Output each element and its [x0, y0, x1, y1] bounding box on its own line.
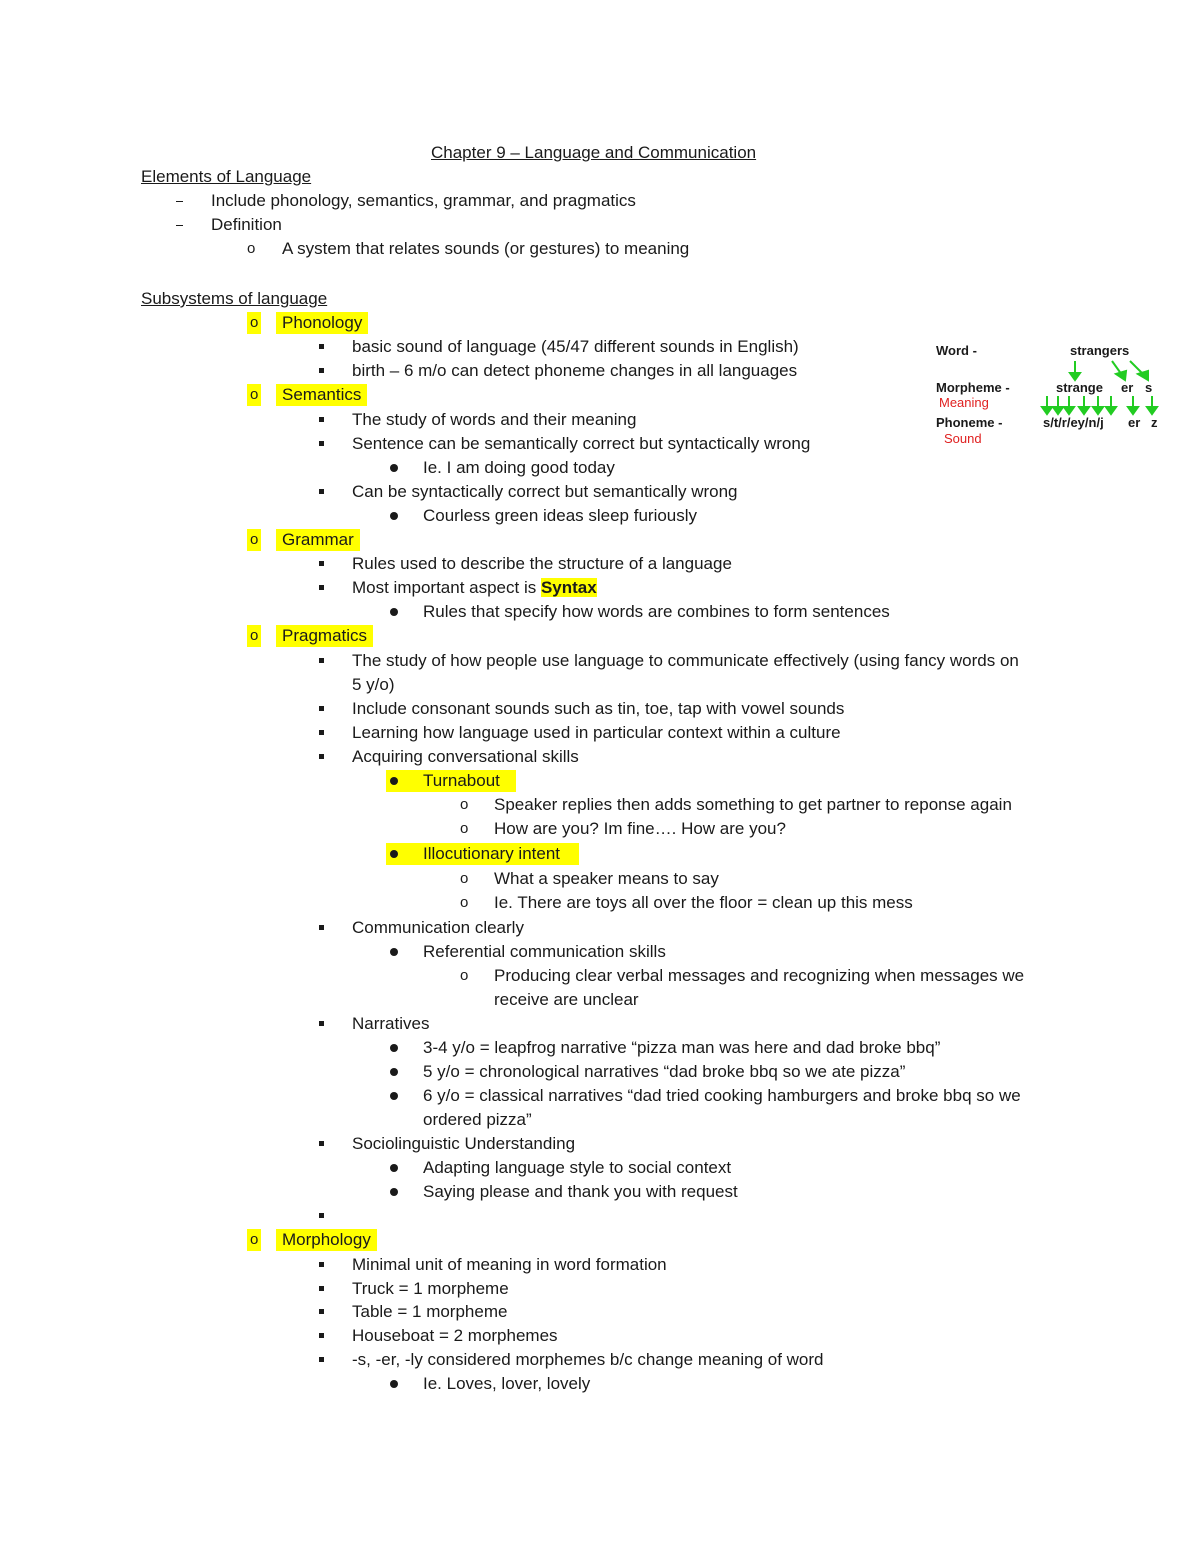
round-bullet [390, 1044, 398, 1052]
circle-bullet: o [460, 967, 469, 984]
list-item: Include consonant sounds such as tin, toe, tap with vowel sounds [352, 699, 845, 718]
round-bullet [390, 1092, 398, 1100]
round-bullet [390, 1188, 398, 1196]
list-item-continuation: ordered pizza” [423, 1110, 532, 1129]
square-bullet [319, 368, 324, 373]
list-item: Illocutionary intent [423, 844, 561, 863]
diagram-phoneme-value-1: s/t/r/ey/n/j [1043, 415, 1104, 430]
diagram-word-label: Word - [936, 343, 977, 358]
list-item-continuation: 5 y/o) [352, 675, 395, 694]
square-bullet [319, 441, 324, 446]
square-bullet [319, 658, 324, 663]
list-item-continuation: receive are unclear [494, 990, 639, 1009]
list-item [352, 577, 597, 599]
arrowhead [1106, 407, 1116, 414]
dash-bullet [176, 201, 183, 202]
list-item: Learning how language used in particular context within a culture [352, 723, 841, 742]
list-item: Speaker replies then adds something to get partner to reponse again [494, 795, 1012, 814]
list-item: Can be syntactically correct but semantically wrong [352, 482, 738, 501]
list-item: Producing clear verbal messages and recognizing when messages we [494, 966, 1025, 985]
round-bullet [390, 850, 398, 858]
arrowhead [1064, 407, 1074, 414]
arrowhead [1116, 371, 1126, 380]
section-heading-subsystems: Subsystems of language [141, 289, 328, 308]
circle-bullet: o [247, 312, 261, 334]
arrowhead [1128, 407, 1138, 414]
list-item: Houseboat = 2 morphemes [352, 1326, 558, 1345]
dash-bullet [176, 225, 183, 226]
square-bullet [319, 1357, 324, 1362]
list-item: What a speaker means to say [494, 869, 719, 888]
keyword-syntax: Syntax [540, 578, 597, 597]
round-bullet [390, 464, 398, 472]
list-item: Rules used to describe the structure of a language [352, 554, 732, 573]
diagram-morpheme-value-1: strange [1056, 380, 1103, 395]
list-item: Ie. Loves, lover, lovely [423, 1374, 591, 1393]
arrowhead [1093, 407, 1103, 414]
list-item: Communication clearly [352, 918, 524, 937]
arrowhead [1147, 407, 1157, 414]
diagram-morpheme-value-2: er [1121, 380, 1134, 395]
list-item: Acquiring conversational skills [352, 747, 579, 766]
square-bullet [319, 1141, 324, 1146]
list-item: birth – 6 m/o can detect phoneme changes in all languages [352, 361, 798, 380]
circle-bullet: o [247, 625, 261, 647]
list-item: The study of words and their meaning [352, 410, 637, 429]
circle-bullet: o [460, 796, 469, 813]
round-bullet [390, 1164, 398, 1172]
subsystem-grammar: Grammar [276, 529, 360, 551]
square-bullet [319, 1213, 324, 1218]
diagram-meaning-label: Meaning [939, 395, 989, 410]
list-item: Minimal unit of meaning in word formation [352, 1255, 667, 1274]
section-heading-elements: Elements of Language [141, 167, 312, 186]
list-item: Ie. There are toys all over the floor = clean up this mess [494, 893, 913, 912]
diagram-phoneme-label: Phoneme - [936, 415, 1003, 430]
round-bullet [390, 948, 398, 956]
arrowhead [1053, 407, 1063, 414]
round-bullet [390, 1380, 398, 1388]
square-bullet [319, 1309, 324, 1314]
list-item: 3-4 y/o = leapfrog narrative “pizza man was here and dad broke bbq” [423, 1038, 941, 1057]
list-item: Include phonology, semantics, grammar, and pragmatics [211, 191, 636, 210]
list-item: A system that relates sounds (or gestures) to meaning [282, 239, 690, 258]
subsystem-morphology: Morphology [276, 1229, 377, 1251]
round-bullet [390, 1068, 398, 1076]
morpheme-diagram [930, 340, 1170, 455]
subsystem-pragmatics: Pragmatics [276, 625, 373, 647]
arrowhead [1079, 407, 1089, 414]
list-item: Sentence can be semantically correct but syntactically wrong [352, 434, 811, 453]
square-bullet [319, 561, 324, 566]
list-item: Saying please and thank you with request [423, 1182, 738, 1201]
circle-bullet: o [247, 240, 256, 257]
list-item: Adapting language style to social context [423, 1158, 732, 1177]
list-item: Narratives [352, 1014, 430, 1033]
circle-bullet: o [247, 529, 261, 551]
square-bullet [319, 925, 324, 930]
square-bullet [319, 1286, 324, 1291]
subsystem-phonology: Phonology [276, 312, 368, 334]
diagram-phoneme-value-3: z [1151, 415, 1158, 430]
circle-bullet: o [460, 870, 469, 887]
list-item: Turnabout [423, 771, 500, 790]
list-item: Rules that specify how words are combines to form sentences [423, 602, 890, 621]
list-item: 6 y/o = classical narratives “dad tried cooking hamburgers and broke bbq so we [423, 1086, 1021, 1105]
square-bullet [319, 706, 324, 711]
round-bullet [390, 777, 398, 785]
diagram-sound-label: Sound [944, 431, 982, 446]
circle-bullet: o [460, 820, 469, 837]
square-bullet [319, 585, 324, 590]
list-item: Referential communication skills [423, 942, 666, 961]
list-item-text: Most important aspect is [352, 578, 541, 597]
list-item: Truck = 1 morpheme [352, 1279, 509, 1298]
arrowhead [1138, 371, 1148, 380]
square-bullet [319, 344, 324, 349]
circle-bullet: o [247, 384, 261, 406]
square-bullet [319, 1333, 324, 1338]
page-title: Chapter 9 – Language and Communication [431, 143, 757, 162]
arrowhead [1070, 373, 1080, 380]
list-item: Sociolinguistic Understanding [352, 1134, 576, 1153]
square-bullet [319, 1262, 324, 1267]
list-item: basic sound of language (45/47 different sounds in English) [352, 337, 799, 356]
list-item: 5 y/o = chronological narratives “dad broke bbq so we ate pizza” [423, 1062, 906, 1081]
list-item: Definition [211, 215, 282, 234]
square-bullet [319, 1021, 324, 1026]
circle-bullet: o [460, 894, 469, 911]
square-bullet [319, 730, 324, 735]
square-bullet [319, 489, 324, 494]
diagram-morpheme-value-3: s [1145, 380, 1153, 395]
list-item: The study of how people use language to communicate effectively (using fancy words on [352, 651, 1019, 670]
list-item: Ie. I am doing good today [423, 458, 615, 477]
diagram-morpheme-label: Morpheme - [936, 380, 1010, 395]
square-bullet [319, 754, 324, 759]
list-item: How are you? Im fine…. How are you? [494, 819, 786, 838]
arrowhead [1042, 407, 1052, 414]
list-item: Courless green ideas sleep furiously [423, 506, 698, 525]
round-bullet [390, 608, 398, 616]
square-bullet [319, 417, 324, 422]
list-item: Table = 1 morpheme [352, 1302, 508, 1321]
list-item: -s, -er, -ly considered morphemes b/c change meaning of word [352, 1350, 824, 1369]
diagram-phoneme-value-2: er [1128, 415, 1141, 430]
subsystem-semantics: Semantics [276, 384, 367, 406]
circle-bullet: o [247, 1229, 261, 1251]
diagram-word-value: strangers [1070, 343, 1130, 358]
round-bullet [390, 512, 398, 520]
